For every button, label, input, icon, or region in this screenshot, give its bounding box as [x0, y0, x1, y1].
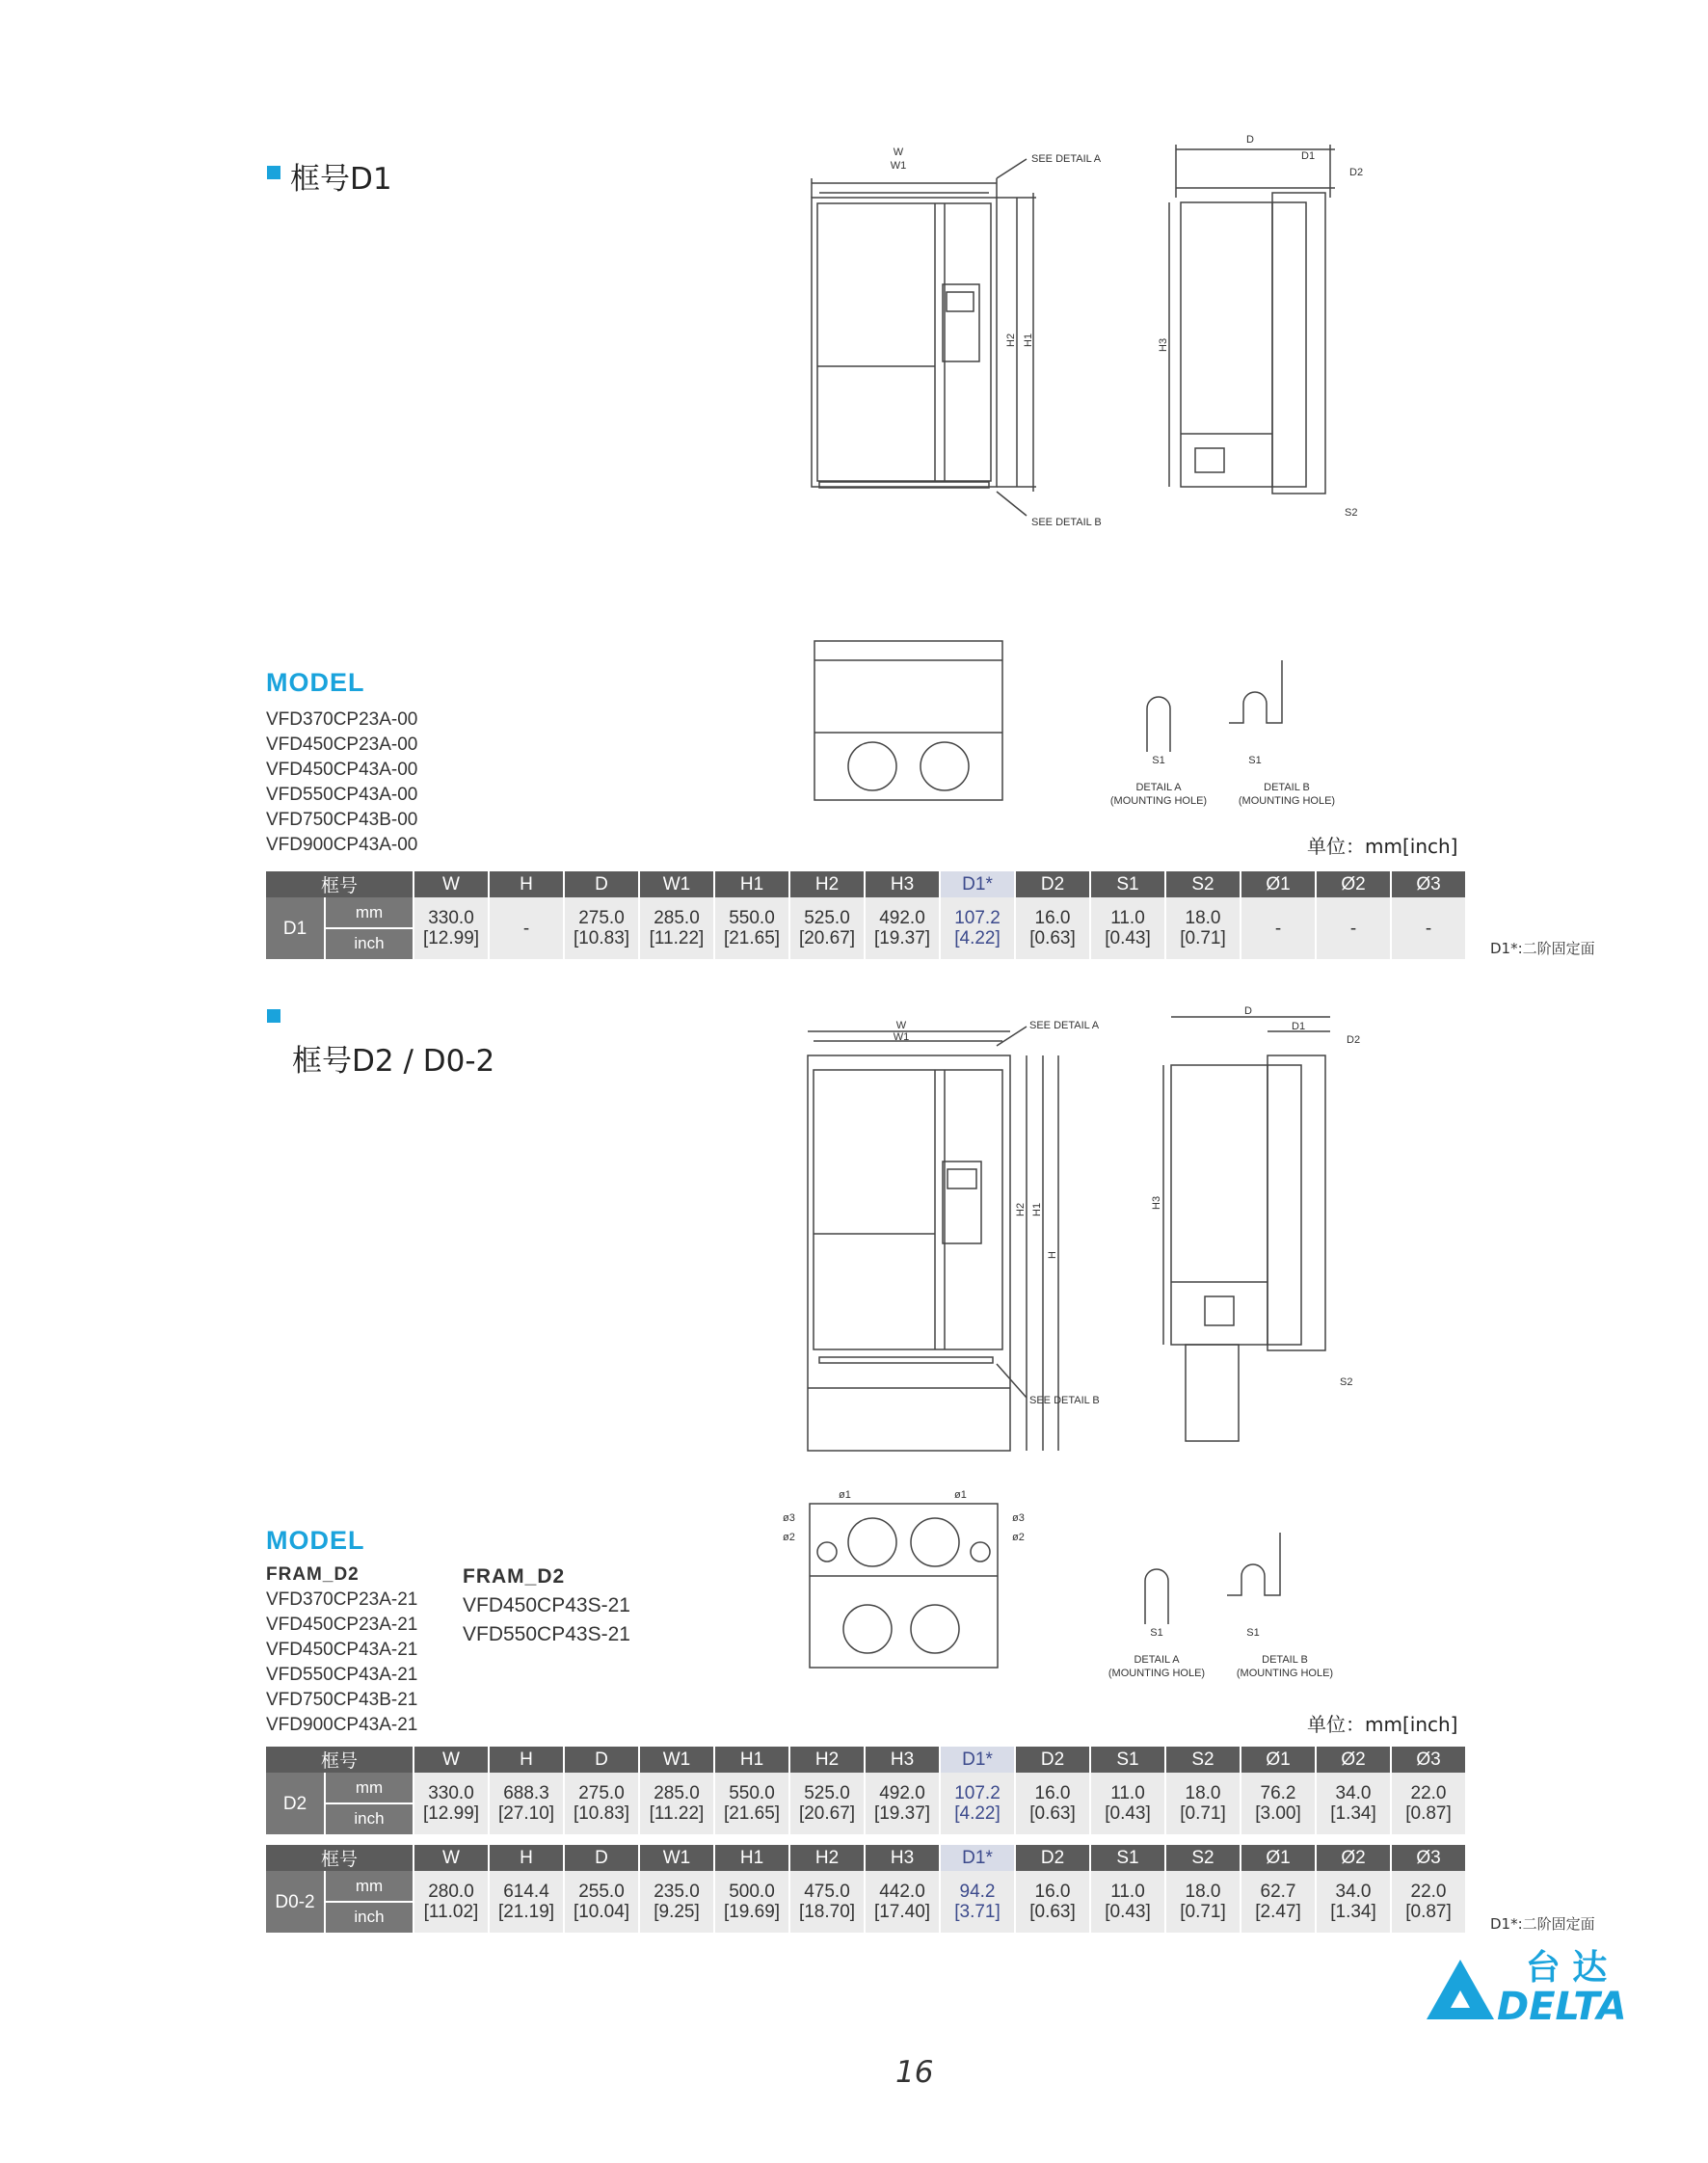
col-header: H1	[715, 1845, 788, 1871]
table-cell: 442.0 [17.40]	[866, 1871, 939, 1933]
col-header: H2	[790, 1747, 864, 1773]
d2-side-label-s2: S2	[1340, 1376, 1353, 1388]
table-cell: 11.0 [0.43]	[1091, 1773, 1164, 1834]
table-cell: -	[1317, 897, 1390, 959]
d2-bottom-view-drawing	[771, 1484, 1031, 1677]
d1-bottom-view-drawing	[810, 636, 1012, 805]
d2-label-w1: W1	[893, 1031, 910, 1043]
col-header: W	[414, 1845, 488, 1871]
table-cell: 18.0 [0.71]	[1166, 1871, 1240, 1933]
d2-detail-b-s1: S1	[1246, 1627, 1260, 1639]
col-header: S1	[1091, 871, 1164, 897]
col-header: 框号	[266, 1747, 413, 1773]
d1-detail-b-label: DETAIL B	[1264, 782, 1310, 793]
col-header: Ø2	[1317, 1747, 1390, 1773]
col-header: H2	[790, 871, 864, 897]
table-cell: 525.0 [20.67]	[790, 897, 864, 959]
d1-label-w: W	[893, 147, 904, 158]
table-cell: 16.0 [0.63]	[1016, 1773, 1089, 1834]
logo-english: DELTA	[1497, 1985, 1627, 2024]
unit-mm: mm	[326, 1774, 413, 1804]
d2-spec-table	[264, 1747, 1467, 1834]
col-header: H1	[715, 1747, 788, 1773]
d1-note: D1*:二阶固定面	[1490, 940, 1595, 957]
col-header: Ø3	[1392, 871, 1465, 897]
d2-detail-a-s1: S1	[1150, 1627, 1163, 1639]
d2-detail-drawing	[1087, 1528, 1352, 1687]
col-header: S2	[1166, 1747, 1240, 1773]
col-header: W	[414, 1747, 488, 1773]
d2-side-view-drawing	[1142, 1002, 1374, 1455]
d2-side-label-h3: H3	[1151, 1195, 1162, 1210]
col-header: D2	[1016, 1845, 1089, 1871]
d2-model-heading: MODEL	[266, 1526, 365, 1555]
table-cell: 94.2 [3.71]	[941, 1871, 1014, 1933]
d1-unit-label: 单位：mm[inch]	[1307, 835, 1458, 858]
col-header: D1*	[941, 1747, 1014, 1773]
d1-model-heading: MODEL	[266, 668, 365, 697]
col-header: H2	[790, 1845, 864, 1871]
table-cell: 22.0 [0.87]	[1392, 1871, 1465, 1933]
col-header: S1	[1091, 1845, 1164, 1871]
table-cell: -	[1392, 897, 1465, 959]
d2-phi3-right: ø3	[1012, 1512, 1025, 1524]
model-item: VFD450CP43A-00	[266, 760, 418, 780]
d2-phi2-left: ø2	[783, 1532, 795, 1543]
model-item: VFD370CP23A-21	[266, 1589, 418, 1610]
frame-d1-title: 框号D1	[290, 162, 392, 197]
table-cell: 525.0 [20.67]	[790, 1773, 864, 1834]
table-cell: 330.0 [12.99]	[414, 897, 488, 959]
d2-note: D1*:二阶固定面	[1490, 1915, 1595, 1933]
col-header: H3	[866, 1747, 939, 1773]
col-header: Ø2	[1317, 871, 1390, 897]
model-item: VFD750CP43B-00	[266, 810, 418, 830]
d1-side-label-d2: D2	[1349, 167, 1364, 178]
table-cell: 62.7 [2.47]	[1241, 1871, 1315, 1933]
d2-model-list-col1	[266, 1562, 417, 1738]
section-bullet-icon	[267, 166, 280, 179]
d1-front-view-drawing	[790, 140, 1137, 540]
col-header: H3	[866, 1845, 939, 1871]
frame-cell: D0-2	[266, 1871, 324, 1933]
unit-inch: inch	[354, 934, 385, 952]
table-cell: 550.0 [21.65]	[715, 897, 788, 959]
d1-spec-table	[264, 871, 1467, 959]
table-cell: 275.0 [10.83]	[565, 897, 638, 959]
table-cell: 11.0 [0.43]	[1091, 1871, 1164, 1933]
col-header: 框号	[266, 1845, 413, 1871]
table-cell: 280.0 [11.02]	[414, 1871, 488, 1933]
d1-side-label-s2: S2	[1345, 507, 1358, 519]
d2-detail-b-label: DETAIL B	[1262, 1654, 1308, 1666]
col-header: 框号	[266, 871, 413, 897]
model-item: VFD750CP43B-21	[266, 1690, 418, 1710]
col-header: Ø2	[1317, 1845, 1390, 1871]
model-item: VFD550CP43A-21	[266, 1665, 418, 1685]
d2-phi1-left: ø1	[839, 1489, 851, 1501]
d1-label-h2: H2	[1005, 333, 1017, 347]
d2-phi1-right: ø1	[954, 1489, 967, 1501]
d1-label-h1: H1	[1023, 333, 1034, 347]
unit-mm: mm	[326, 898, 413, 929]
d1-detail-a-label: DETAIL A	[1135, 782, 1182, 793]
unit-inch: inch	[354, 1809, 385, 1828]
model-item: VFD450CP43S-21	[463, 1594, 630, 1616]
d2-unit-label: 单位：mm[inch]	[1307, 1713, 1458, 1736]
table-cell: 492.0 [19.37]	[866, 1773, 939, 1834]
table-cell: 18.0 [0.71]	[1166, 897, 1240, 959]
unit-mm: mm	[326, 1872, 413, 1903]
unit-cell	[326, 1773, 413, 1834]
model-item: VFD550CP43S-21	[463, 1623, 630, 1645]
table-cell: 614.4 [21.19]	[490, 1871, 563, 1933]
unit-inch: inch	[354, 1908, 385, 1926]
col-header: W1	[640, 1845, 713, 1871]
d2-phi3-left: ø3	[783, 1512, 795, 1524]
col-header: Ø3	[1392, 1747, 1465, 1773]
d2-front-view-drawing	[790, 1012, 1137, 1455]
frame-cell: D2	[266, 1773, 324, 1834]
d1-model-list	[266, 708, 417, 858]
d2-side-label-d: D	[1244, 1005, 1252, 1017]
model-group-heading: FRAM_D2	[266, 1564, 360, 1585]
d2-label-see-detail-b: SEE DETAIL B	[1029, 1395, 1100, 1406]
col-header: Ø1	[1241, 1747, 1315, 1773]
model-group-heading: FRAM_D2	[463, 1565, 566, 1588]
frame-d2-title: 框号D2 / D0-2	[292, 1044, 495, 1079]
unit-cell	[326, 1871, 413, 1933]
table-cell: 107.2 [4.22]	[941, 1773, 1014, 1834]
table-cell: 492.0 [19.37]	[866, 897, 939, 959]
d1-detail-a-s1: S1	[1152, 755, 1165, 766]
d1-label-w1: W1	[890, 160, 907, 172]
table-cell: 285.0 [11.22]	[640, 897, 713, 959]
col-header: H3	[866, 871, 939, 897]
d2-phi2-right: ø2	[1012, 1532, 1025, 1543]
d1-label-see-detail-a: SEE DETAIL A	[1031, 153, 1102, 165]
d2-label-w: W	[895, 1020, 907, 1031]
model-item: VFD550CP43A-00	[266, 785, 418, 805]
d2-side-label-d2: D2	[1347, 1034, 1361, 1046]
table-cell: 285.0 [11.22]	[640, 1773, 713, 1834]
d2-label-h: H	[1047, 1251, 1058, 1259]
col-header: S2	[1166, 871, 1240, 897]
col-header: H	[490, 1747, 563, 1773]
d2-detail-a-mounting: (MOUNTING HOLE)	[1108, 1668, 1206, 1679]
page-number: 16	[895, 2055, 934, 2090]
table-cell: 76.2 [3.00]	[1241, 1773, 1315, 1834]
table-cell: 18.0 [0.71]	[1166, 1773, 1240, 1834]
col-header: H1	[715, 871, 788, 897]
d1-detail-a-mounting: (MOUNTING HOLE)	[1109, 795, 1208, 807]
d1-label-see-detail-b: SEE DETAIL B	[1031, 517, 1102, 528]
table-cell: 275.0 [10.83]	[565, 1773, 638, 1834]
col-header: D2	[1016, 871, 1089, 897]
col-header: D1*	[941, 871, 1014, 897]
table-cell: 22.0 [0.87]	[1392, 1773, 1465, 1834]
table-cell: 475.0 [18.70]	[790, 1871, 864, 1933]
d1-detail-b-mounting: (MOUNTING HOLE)	[1238, 795, 1336, 807]
table-cell: 255.0 [10.04]	[565, 1871, 638, 1933]
section-bullet-icon	[267, 1009, 280, 1023]
d02-spec-table	[264, 1845, 1467, 1933]
table-cell: 500.0 [19.69]	[715, 1871, 788, 1933]
d1-side-label-h3: H3	[1158, 337, 1169, 352]
table-cell: 107.2 [4.22]	[941, 897, 1014, 959]
col-header: H	[490, 871, 563, 897]
table-cell: 688.3 [27.10]	[490, 1773, 563, 1834]
col-header: Ø3	[1392, 1845, 1465, 1871]
col-header: S2	[1166, 1845, 1240, 1871]
table-cell: 235.0 [9.25]	[640, 1871, 713, 1933]
model-item: VFD900CP43A-21	[266, 1715, 418, 1735]
d2-label-see-detail-a: SEE DETAIL A	[1029, 1020, 1100, 1031]
d2-label-h2: H2	[1015, 1202, 1027, 1216]
d2-label-h1: H1	[1031, 1202, 1043, 1216]
col-header: D	[565, 1845, 638, 1871]
col-header: W1	[640, 1747, 713, 1773]
table-cell: 550.0 [21.65]	[715, 1773, 788, 1834]
col-header: Ø1	[1241, 1845, 1315, 1871]
d2-detail-a-label: DETAIL A	[1134, 1654, 1180, 1666]
table-cell: 16.0 [0.63]	[1016, 897, 1089, 959]
table-cell: -	[1241, 897, 1315, 959]
model-item: VFD900CP43A-00	[266, 835, 418, 855]
table-cell: 34.0 [1.34]	[1317, 1871, 1390, 1933]
logo-chinese: 台 达	[1525, 1948, 1608, 1988]
col-header: S1	[1091, 1747, 1164, 1773]
table-cell: -	[490, 897, 563, 959]
col-header: H	[490, 1845, 563, 1871]
d2-model-list-col2	[463, 1562, 630, 1649]
col-header: Ø1	[1241, 871, 1315, 897]
d2-detail-b-mounting: (MOUNTING HOLE)	[1236, 1668, 1334, 1679]
model-item: VFD370CP23A-00	[266, 709, 418, 730]
model-item: VFD450CP23A-21	[266, 1615, 418, 1635]
d1-side-label-d1: D1	[1301, 150, 1316, 162]
d2-side-label-d1: D1	[1292, 1021, 1306, 1032]
unit-cell	[326, 897, 413, 959]
col-header: D2	[1016, 1747, 1089, 1773]
col-header: D	[565, 1747, 638, 1773]
delta-logo	[1422, 1942, 1634, 2024]
col-header: D	[565, 871, 638, 897]
d1-side-label-d: D	[1246, 134, 1254, 146]
d1-side-view-drawing	[1142, 130, 1374, 535]
table-cell: 11.0 [0.43]	[1091, 897, 1164, 959]
frame-cell: D1	[266, 897, 324, 959]
table-cell: 34.0 [1.34]	[1317, 1773, 1390, 1834]
col-header: D1*	[941, 1845, 1014, 1871]
model-item: VFD450CP43A-21	[266, 1640, 418, 1660]
table-cell: 16.0 [0.63]	[1016, 1871, 1089, 1933]
model-item: VFD450CP23A-00	[266, 734, 418, 755]
d1-detail-b-s1: S1	[1248, 755, 1262, 766]
col-header: W1	[640, 871, 713, 897]
d1-detail-drawing	[1089, 655, 1354, 814]
col-header: W	[414, 871, 488, 897]
table-cell: 330.0 [12.99]	[414, 1773, 488, 1834]
